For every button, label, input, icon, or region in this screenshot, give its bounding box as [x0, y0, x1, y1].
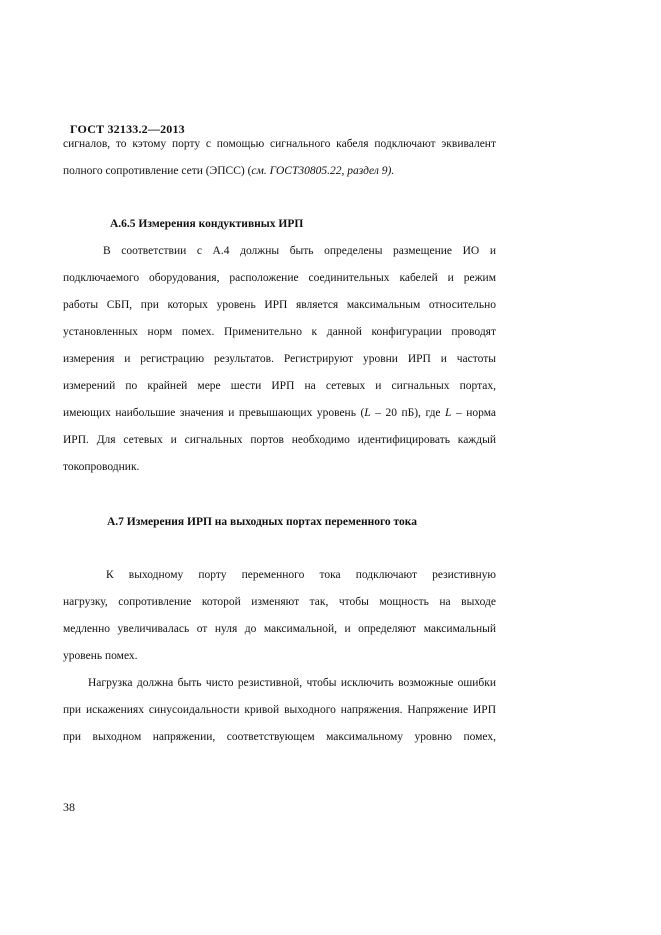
text-line: ИРП. Для сетевых и сигнальных портов необходимо идентифицировать каждый [63, 434, 496, 446]
page-number: 38 [63, 800, 75, 814]
text-line: установленных норм помех. Применительно к данной конфигурации проводят [63, 326, 496, 338]
text-line: подключаемого оборудования, расположение соединительных кабелей и режим [63, 272, 496, 284]
text-line: медленно увеличивалась от нуля до максимальной, и определяют максимальный [63, 623, 496, 635]
text-span: полного сопротивление сети (ЭПСС) ( [63, 165, 252, 177]
text-span: – норма [451, 407, 496, 419]
text-line [63, 165, 496, 177]
text-line: уровень помех. [63, 650, 138, 662]
text-line: измерения и регистрацию результатов. Регистрируют уровни ИРП и частоты [63, 353, 496, 365]
text-line: работы СБП, при которых уровень ИРП является максимальным относительно [63, 299, 496, 311]
text-line [63, 407, 496, 419]
text-line: Нагрузка должна быть чисто резистивной, чтобы исключить возможные ошибки [88, 677, 496, 689]
section-heading-a7: А.7 Измерения ИРП на выходных портах переменного тока [107, 516, 417, 528]
text-line: при выходном напряжении, соответствующем максимальному уровню помех, [63, 731, 496, 743]
text-span: имеющих наибольшие значения и превышающих уровень ( [63, 407, 365, 419]
variable-L: L [364, 407, 371, 419]
standard-header: ГОСТ 32133.2—2013 [70, 122, 185, 136]
text-line: нагрузку, сопротивление которой изменяют так, чтобы мощность на выходе [63, 596, 496, 608]
text-span: – 20 пБ), где [370, 407, 446, 419]
text-line: сигналов, то кэтому порту с помощью сигнального кабеля подключают эквивалент [63, 138, 496, 150]
text-line: К выходному порту переменного тока подключают резистивную [106, 569, 496, 581]
section-heading-a65: А.6.5 Измерения кондуктивных ИРП [110, 218, 304, 230]
text-line: при искажениях синусоидальности кривой выходного напряжения. Напряжение ИРП [63, 704, 496, 716]
reference-italic: см. ГОСТ30805.22, раздел 9). [251, 165, 395, 177]
text-line: токопроводник. [63, 461, 140, 473]
text-line: В соответствии с А.4 должны быть определены размещение ИО и [103, 245, 496, 257]
variable-L: L [445, 407, 452, 419]
text-line: измерений по крайней мере шести ИРП на сетевых и сигнальных портах, [63, 380, 496, 392]
